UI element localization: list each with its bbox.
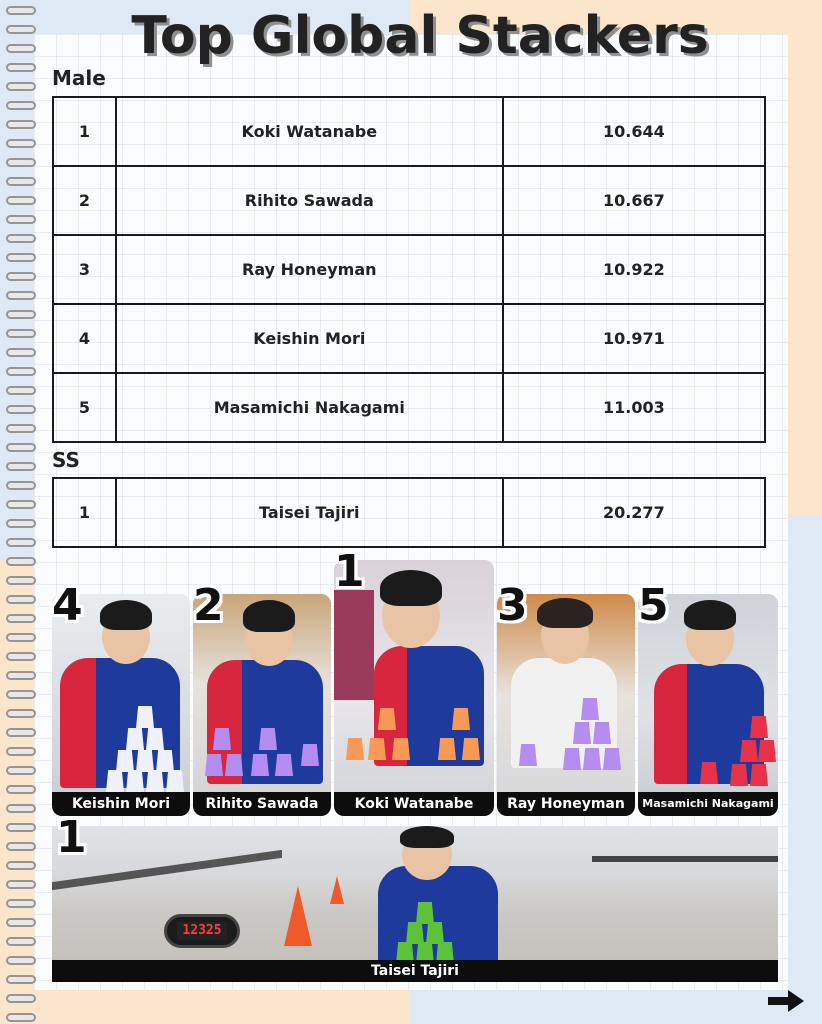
table-row (53, 166, 765, 235)
rank-cell: 1 (53, 478, 116, 547)
time-cell: 10.644 (503, 97, 765, 166)
cup (758, 740, 776, 762)
time-cell: 11.003 (503, 373, 765, 442)
spiral-ring (6, 747, 36, 756)
spiral-ring (6, 823, 36, 832)
banner (334, 590, 374, 700)
name-cell: Koki Watanabe (116, 97, 503, 166)
cup (452, 708, 470, 730)
rank-badge: 2 (193, 580, 224, 631)
spiral-ring (6, 462, 36, 471)
table-right (592, 856, 778, 862)
name-cell: Keishin Mori (116, 304, 503, 373)
spiral-ring (6, 785, 36, 794)
hair (537, 598, 593, 628)
cup (593, 722, 611, 744)
cup (730, 764, 748, 786)
spiral-ring (6, 158, 36, 167)
stack-timer (164, 914, 240, 948)
hair (380, 570, 442, 606)
photo-caption: Taisei Tajiri (52, 960, 778, 982)
cup (259, 728, 277, 750)
spiral-ring (6, 6, 36, 15)
cup (136, 750, 154, 772)
spiral-ring (6, 348, 36, 357)
arrow-right-icon[interactable] (768, 988, 804, 1014)
spiral-ring (6, 44, 36, 53)
ss-section-label: SS (52, 448, 80, 472)
spiral-ring (6, 633, 36, 642)
table-row (53, 97, 765, 166)
cup (583, 748, 601, 770)
spiral-ring (6, 405, 36, 414)
spiral-ring (6, 975, 36, 984)
spiral-ring (6, 728, 36, 737)
spiral-ring (6, 709, 36, 718)
cup (346, 738, 364, 760)
spiral-ring (6, 576, 36, 585)
rank-cell: 4 (53, 304, 116, 373)
cup (416, 902, 434, 924)
photo-caption: Ray Honeyman (497, 792, 635, 816)
wide-photo-card (52, 826, 778, 982)
photo-card (334, 560, 494, 816)
photo-caption: Keishin Mori (52, 792, 190, 816)
photo-scene (334, 560, 494, 816)
male-section-label: Male (52, 66, 106, 90)
rank-badge: 1 (334, 546, 365, 597)
cup (700, 762, 718, 784)
spiral-ring (6, 253, 36, 262)
spiral-ring (6, 956, 36, 965)
spiral-binding (2, 0, 34, 1024)
hair (100, 600, 152, 630)
male-ranking-table (52, 96, 766, 443)
table-row (53, 478, 765, 547)
rank-badge: 3 (497, 580, 528, 631)
rank-badge: 1 (56, 812, 87, 863)
spiral-ring (6, 386, 36, 395)
spiral-ring (6, 880, 36, 889)
spiral-ring (6, 766, 36, 775)
traffic-cone (330, 876, 344, 904)
spiral-ring (6, 500, 36, 509)
spiral-ring (6, 101, 36, 110)
name-cell: Ray Honeyman (116, 235, 503, 304)
spiral-ring (6, 310, 36, 319)
cup (301, 744, 319, 766)
ss-ranking-table (52, 477, 766, 548)
cup (205, 754, 223, 776)
cup (136, 706, 154, 728)
table-row (53, 304, 765, 373)
spiral-ring (6, 291, 36, 300)
spiral-ring (6, 861, 36, 870)
cup (146, 770, 164, 792)
spiral-ring (6, 424, 36, 433)
spiral-ring (6, 139, 36, 148)
spiral-ring (6, 272, 36, 281)
rank-cell: 5 (53, 373, 116, 442)
spiral-ring (6, 595, 36, 604)
spiral-ring (6, 177, 36, 186)
time-cell: 10.922 (503, 235, 765, 304)
timer-display: 12325 (177, 922, 227, 940)
spiral-ring (6, 196, 36, 205)
cup (603, 748, 621, 770)
spiral-ring (6, 215, 36, 224)
spiral-ring (6, 842, 36, 851)
rank-badge: 4 (52, 580, 83, 631)
cup (156, 750, 174, 772)
cup (166, 770, 184, 792)
spiral-ring (6, 918, 36, 927)
spiral-ring (6, 652, 36, 661)
spiral-ring (6, 538, 36, 547)
spiral-ring (6, 671, 36, 680)
photo-scene (52, 826, 778, 982)
cup (225, 754, 243, 776)
time-cell: 20.277 (503, 478, 765, 547)
spiral-ring (6, 329, 36, 338)
cup (462, 738, 480, 760)
cup (426, 922, 444, 944)
rank-badge: 5 (638, 580, 669, 631)
cup (519, 744, 537, 766)
spiral-ring (6, 481, 36, 490)
rank-cell: 3 (53, 235, 116, 304)
photo-caption: Rihito Sawada (193, 792, 331, 816)
cup (573, 722, 591, 744)
rank-cell: 2 (53, 166, 116, 235)
cup (581, 698, 599, 720)
photo-caption: Masamichi Nakagami (638, 792, 778, 816)
cup (146, 728, 164, 750)
spiral-ring (6, 443, 36, 452)
spiral-ring (6, 63, 36, 72)
spiral-ring (6, 25, 36, 34)
spiral-ring (6, 804, 36, 813)
name-cell: Rihito Sawada (116, 166, 503, 235)
cup (126, 770, 144, 792)
name-cell: Masamichi Nakagami (116, 373, 503, 442)
page-title: Top Global Stackers (131, 6, 709, 66)
rank-cell: 1 (53, 97, 116, 166)
spiral-ring (6, 557, 36, 566)
name-cell: Taisei Tajiri (116, 478, 503, 547)
hair (243, 600, 295, 632)
spiral-ring (6, 120, 36, 129)
time-cell: 10.971 (503, 304, 765, 373)
cup (750, 716, 768, 738)
table-row (53, 373, 765, 442)
cup (438, 738, 456, 760)
photo-caption: Koki Watanabe (334, 792, 494, 816)
spiral-ring (6, 519, 36, 528)
cup (392, 738, 410, 760)
cup (750, 764, 768, 786)
cup (378, 708, 396, 730)
cup (740, 740, 758, 762)
cup (251, 754, 269, 776)
traffic-cone (284, 886, 312, 946)
cup (406, 922, 424, 944)
spiral-ring (6, 614, 36, 623)
cup (116, 750, 134, 772)
table-row (53, 235, 765, 304)
spiral-ring (6, 1013, 36, 1022)
cup (126, 728, 144, 750)
spiral-ring (6, 899, 36, 908)
spiral-ring (6, 690, 36, 699)
cup (213, 728, 231, 750)
spiral-ring (6, 367, 36, 376)
spiral-ring (6, 937, 36, 946)
hair (684, 600, 736, 630)
spiral-ring (6, 994, 36, 1003)
spiral-ring (6, 234, 36, 243)
cup (563, 748, 581, 770)
cup (106, 770, 124, 792)
cup (368, 738, 386, 760)
cup (275, 754, 293, 776)
time-cell: 10.667 (503, 166, 765, 235)
hair (400, 826, 454, 848)
spiral-ring (6, 82, 36, 91)
